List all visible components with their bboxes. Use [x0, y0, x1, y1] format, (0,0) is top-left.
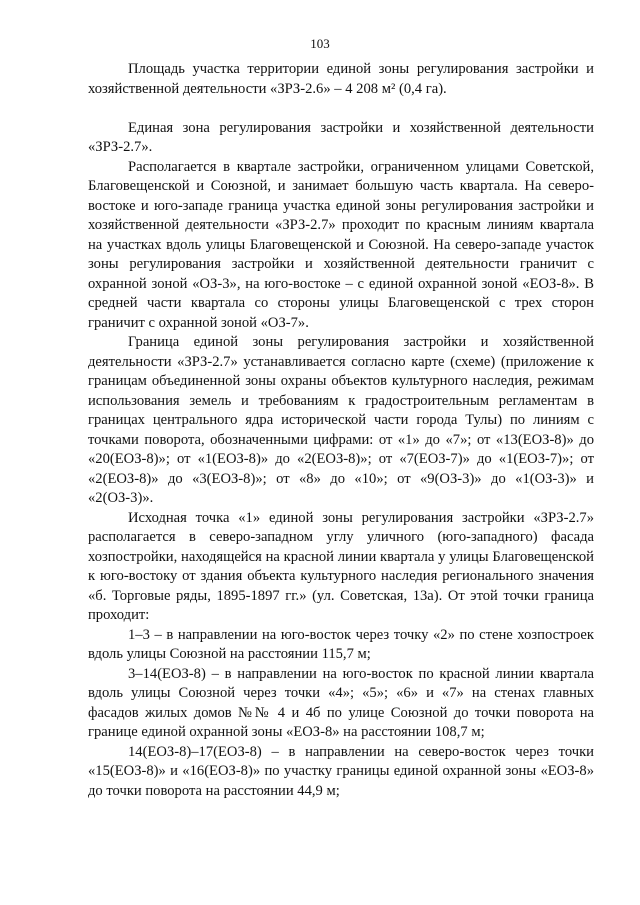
paragraph-segment-1-3: 1–3 – в направлении на юго-восток через точку «2» по стене хозпостроек вдоль улицы Союзной на расстоянии 115,7 м; [88, 626, 594, 662]
paragraph-start-point: Исходная точка «1» единой зоны регулирования застройки «ЗРЗ-2.7» располагается в северо-западном углу уличного (юго-западного) фасада хозпостройки, находящейся на красной линии квартала у улицы Благовещенской к юго-востоку от здания объекта культурного наследия регионального значения «б. Торговые ряды, 1895-1897 гг.» (ул. Советская, 13а). От этой точки граница проходит: [88, 509, 594, 623]
paragraph-segment-3-14: 3–14(ЕОЗ-8) – в направлении на юго-восток по красной линии квартала вдоль улицы Союзной через точки «4»; «5»; «6» и «7» на стенах главных фасадов жилых домов №№ 4 и 4б по улице Союзной до точки поворота на границе единой охранной зоны «ЕОЗ-8» на расстоянии 108,7 м; [88, 665, 594, 740]
paragraph-segment-14-17: 14(ЕОЗ-8)–17(ЕОЗ-8) – в направлении на северо-восток через точки «15(ЕОЗ-8)» и «16(ЕОЗ-8)» по участку границы единой охранной зоны «ЕОЗ-8» до точки поворота на расстоянии 44,9 м; [88, 743, 594, 799]
paragraph-boundary: Граница единой зоны регулирования застройки и хозяйственной деятельности «ЗРЗ-2.7» устанавливается согласно карте (схеме) (приложение к границам объединенной зоны охраны объектов культурного наследия, режимам использования земель и требованиям к градостроительным регламентам в границах центрального ядра исторической части города Тулы) по линиям с точками поворота, обозначенными цифрами: от «1» до «7»; от «13(ЕОЗ-8)» до «20(ЕОЗ-8)»; от «1(ЕОЗ-8)» до «2(ЕОЗ-8)»; от «7(ЕОЗ-7)» до «1(ЕОЗ-7)»; от «2(ЕОЗ-8)» до «3(ЕОЗ-8)»; от «8» до «10»; от «9(ОЗ-3)» до «1(ОЗ-3)» и «2(ОЗ-3)». [88, 334, 594, 506]
paragraph-location: Располагается в квартале застройки, ограниченном улицами Советской, Благовещенской и Союзной, и занимает большую часть квартала. На северо-востоке и юго-западе граница участка единой зоны регулирования застройки и хозяйственной деятельности «ЗРЗ-2.7» проходит по красным линиям квартала на участках вдоль улицы Благовещенской и Союзной. На северо-западе участок зоны регулирования застройки и хозяйственной деятельности граничит с охранной зоной «ОЗ-3», на юго-востоке – с единой охранной зоной «ЕОЗ-8». В средней части квартала со стороны улицы Благовещенской с трех сторон граничит с охранной зоной «ОЗ-7». [88, 158, 594, 331]
paragraph-zrz-2-7-heading: Единая зона регулирования застройки и хозяйственной деятельности «ЗРЗ-2.7». [88, 119, 594, 155]
page-number: 103 [310, 36, 330, 51]
paragraph-zrz-2-6-area: Площадь участка территории единой зоны регулирования застройки и хозяйственной деятельности «ЗРЗ-2.6» – 4 208 м² (0,4 га). [88, 61, 594, 97]
paragraph-spacer [88, 99, 594, 119]
document-body [88, 60, 594, 801]
